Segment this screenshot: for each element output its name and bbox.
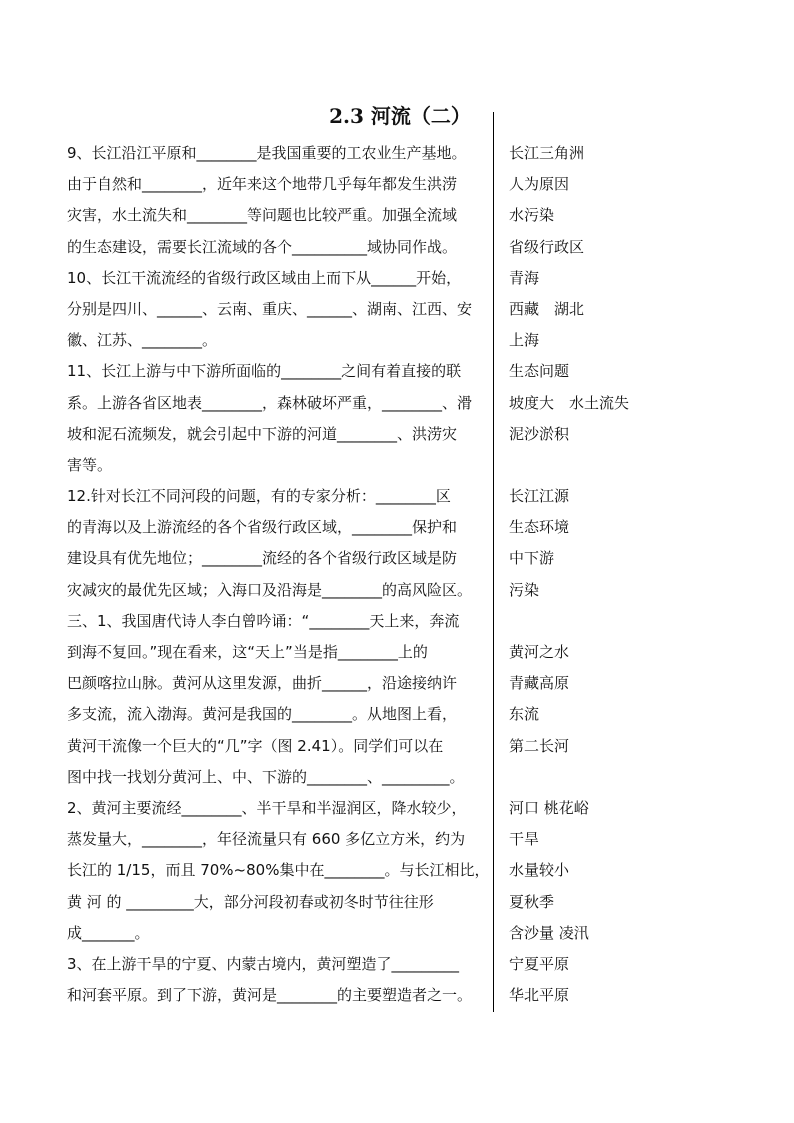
question-text: 多支流，流入渤海。黄河是我国的________。从地图上看， (67, 705, 458, 724)
question-text: 的青海以及上游流经的各个省级行政区域，________保护和 (67, 518, 458, 537)
answer-text: 长江三角洲 (509, 144, 585, 162)
question-text: 图中找一找划分黄河上、中、下游的________、_________。 (67, 767, 465, 786)
answer-text: 华北平原 (509, 986, 570, 1005)
question-text: 灾害，水土流失和________等问题也比较严重。加强全流域 (67, 206, 458, 225)
answer-text: 上海 (509, 331, 540, 350)
question-text: 分别是四川、______、云南、重庆、______、湖南、江西、安 (67, 299, 473, 318)
question-text: 徽、江苏、________。 (67, 331, 218, 350)
answer-text (493, 450, 769, 481)
answer-text: 生态问题 (509, 362, 570, 381)
worksheet-row (67, 232, 769, 263)
answer-text: 中下游 (509, 549, 555, 568)
worksheet-row (67, 450, 769, 481)
worksheet-row (67, 793, 769, 824)
question-text: 害等。 (67, 455, 113, 474)
question-text: 黄河干流像一个巨大的“几”字（图 2.41）。同学们可以在 (67, 736, 444, 755)
question-text: 3、在上游干旱的宁夏、内蒙古境内，黄河塑造了_________ (67, 954, 460, 973)
worksheet-row (67, 699, 769, 730)
question-text: 建设具有优先地位；________流经的各个省级行政区域是防 (67, 549, 458, 568)
question-text: 蒸发量大，________，年径流量只有 660 多亿立方米，约为 (67, 830, 466, 849)
answer-text: 省级行政区 (509, 237, 585, 256)
answer-text: 坡度大 水土流失 (509, 393, 630, 412)
question-text: 的生态建设，需要长江流域的各个__________域协同作战。 (67, 237, 458, 256)
answer-text: 河口 桃花峪 (509, 798, 589, 817)
question-text: 系。上游各省区地表________，森林破坏严重，________、滑 (67, 393, 473, 412)
worksheet-row (67, 294, 769, 325)
title-text: 2.3 河流（二） (329, 104, 471, 128)
question-text: 成_______。 (67, 923, 150, 942)
worksheet-row (67, 918, 769, 949)
question-text: 灾减灾的最优先区域；入海口及沿海是________的高风险区。 (67, 580, 473, 599)
worksheet-row (67, 419, 769, 450)
question-text: 由于自然和________，近年来这个地带几乎每年都发生洪涝 (67, 175, 458, 194)
answer-text: 含沙量 凌汛 (509, 923, 589, 942)
worksheet-row (67, 325, 769, 356)
worksheet-row (67, 762, 769, 793)
question-text: 巴颜喀拉山脉。黄河从这里发源，曲折______，沿途接纳许 (67, 674, 458, 693)
answer-text: 东流 (509, 705, 540, 724)
answer-text: 人为原因 (509, 175, 570, 194)
answer-text: 宁夏平原 (509, 954, 570, 973)
worksheet-row (67, 169, 769, 200)
question-text: 黄 河 的 _________大，部分河段初春或初冬时节往往形 (67, 892, 434, 911)
answer-text: 水量较小 (509, 861, 570, 880)
worksheet-row (67, 980, 769, 1011)
question-text: 10、长江干流流经的省级行政区域由上而下从______开始， (67, 268, 462, 287)
question-text: 11、长江上游与中下游所面临的________之间有着直接的联 (67, 362, 462, 381)
answer-text: 干旱 (509, 830, 540, 849)
answer-text: 青海 (509, 268, 540, 287)
question-text: 三、1、我国唐代诗人李白曾吟诵：“________天上来，奔流 (67, 611, 460, 630)
page-title (0, 100, 794, 129)
answer-text: 长江江源 (509, 487, 570, 506)
answer-text: 污染 (509, 580, 540, 599)
worksheet-rows (67, 138, 769, 1011)
worksheet-row (67, 668, 769, 699)
answer-text: 泥沙淤积 (509, 424, 570, 443)
worksheet-row (67, 481, 769, 512)
answer-text: 生态环境 (509, 518, 570, 537)
question-text: 长江的 1/15，而且 70%~80%集中在________。与长江相比， (67, 861, 490, 880)
question-text: 和河套平原。到了下游，黄河是________的主要塑造者之一。 (67, 986, 473, 1005)
worksheet-row (67, 512, 769, 543)
worksheet-row (67, 543, 769, 574)
worksheet-row (67, 575, 769, 606)
answer-text (493, 762, 769, 793)
answer-text (493, 606, 769, 637)
answer-text: 黄河之水 (509, 643, 570, 661)
question-text: 9、长江沿江平原和________是我国重要的工农业生产基地。 (67, 144, 467, 162)
worksheet-row (67, 887, 769, 918)
question-text: 2、黄河主要流经________、半干旱和半湿润区，降水较少， (67, 798, 467, 817)
worksheet-row (67, 356, 769, 387)
answer-text: 青藏高原 (509, 674, 570, 693)
answer-text: 水污染 (509, 206, 555, 225)
worksheet-row (67, 606, 769, 637)
worksheet-row (67, 824, 769, 855)
worksheet-row (67, 731, 769, 762)
question-text: 坡和泥石流频发，就会引起中下游的河道________、洪涝灾 (67, 424, 458, 443)
worksheet-row (67, 388, 769, 419)
question-text: 12.针对长江不同河段的问题，有的专家分析：________区 (67, 487, 451, 506)
answer-text: 第二长河 (509, 736, 570, 755)
worksheet-row (67, 138, 769, 169)
worksheet-row (67, 637, 769, 668)
answer-text: 夏秋季 (509, 892, 555, 911)
worksheet-row (67, 263, 769, 294)
answer-text: 西藏 湖北 (509, 299, 585, 318)
worksheet-row (67, 200, 769, 231)
worksheet-row (67, 949, 769, 980)
question-text: 到海不复回。”现在看来，这“天上”当是指________上的 (67, 643, 428, 661)
worksheet-row (67, 855, 769, 886)
